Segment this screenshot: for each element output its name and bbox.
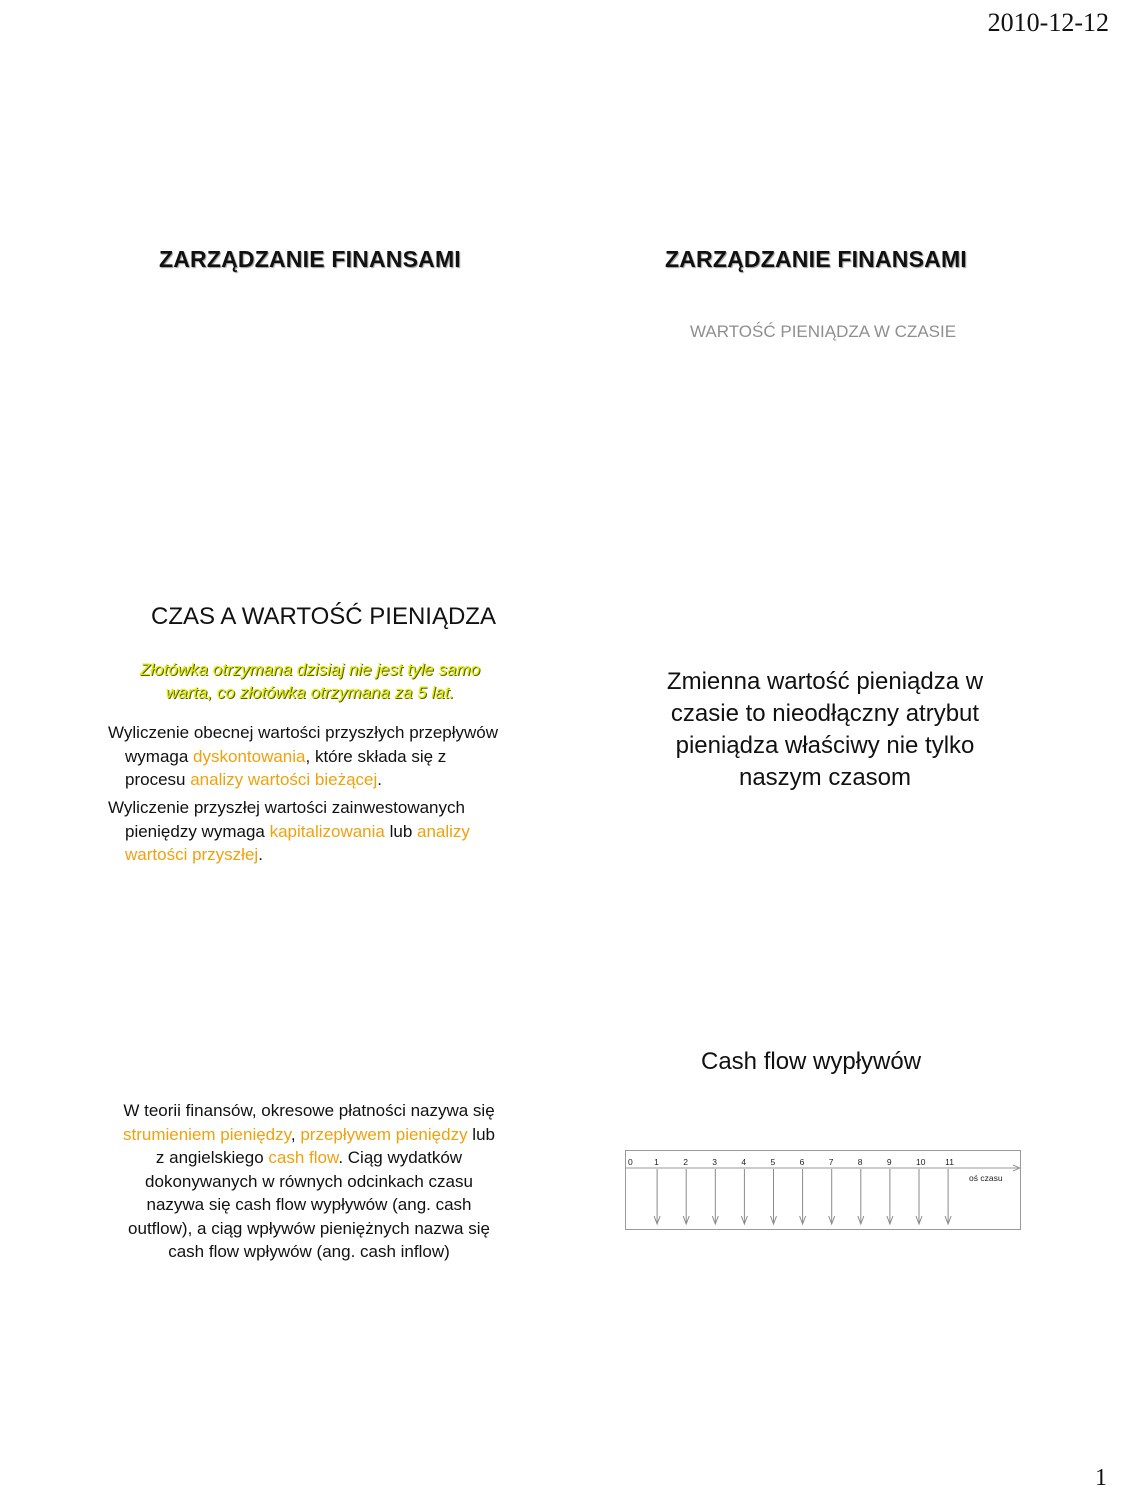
text: W teorii finansów, okresowe płatności nazywa się	[123, 1101, 495, 1120]
highlight-term: strumieniem pieniędzy	[123, 1124, 291, 1144]
tick-label: 0	[628, 1157, 633, 1167]
highlight-term: kapitalizowania	[269, 821, 385, 841]
statement-line-2: czasie to nieodłączny atrybut	[670, 700, 980, 727]
tick-labels	[628, 1157, 954, 1167]
highlight-term: cash flow	[268, 1148, 339, 1167]
highlight-term: dyskontowania	[193, 746, 306, 766]
slide6-heading: Cash flow wypływów	[701, 1048, 922, 1075]
text: . Ciąg wydatków dokonywanych w równych odcinkach czasu nazywa się cash flow wypływów (ang. cash outflow), a ciąg wpływów pieniężnych nazwa się cash flow wpływów (ang. cash inflow)	[128, 1148, 490, 1261]
statement-line-4: naszym czasom	[738, 764, 912, 791]
text: Wyliczenie obecnej wartości przyszłych przepływów wymaga	[108, 723, 499, 766]
page-number: 1	[1095, 1465, 1107, 1491]
quote-line-2: warta, co złotówka otrzymana za 5 lat.	[165, 683, 455, 702]
tick-label: 3	[712, 1157, 718, 1167]
cash-flow-timeline	[625, 1150, 1021, 1230]
slide2-title: ZARZĄDZANIE FINANSAMI	[665, 246, 967, 272]
tick-label: 5	[770, 1157, 776, 1167]
slide4-statement	[630, 666, 1020, 794]
slide5-paragraph	[120, 1099, 498, 1264]
tick-label: 2	[683, 1157, 688, 1167]
quote-line-1: Złotówka otrzymana dzisiaj nie jest tyle samo	[139, 660, 481, 679]
slide3-quote	[110, 658, 510, 704]
tick-label: 9	[886, 1157, 892, 1167]
axis-label: oś czasu	[969, 1173, 1003, 1183]
tick-label: 8	[857, 1157, 863, 1167]
statement-line-1: Zmienna wartość pieniądza w	[666, 668, 984, 695]
slide3-paragraph-2	[108, 796, 510, 867]
slide1-title: ZARZĄDZANIE FINANSAMI	[159, 246, 461, 272]
text: lub	[384, 821, 418, 841]
text: .	[258, 845, 263, 864]
tick-label: 10	[916, 1157, 926, 1167]
slide2-subtitle: WARTOŚĆ PIENIĄDZA W CZASIE	[690, 322, 957, 341]
tick-label: 4	[741, 1157, 747, 1167]
header-date: 2010-12-12	[987, 8, 1109, 37]
slide3-heading: CZAS A WARTOŚĆ PIENIĄDZA	[151, 603, 496, 630]
text: .	[377, 770, 383, 789]
text: , które składa się z procesu	[125, 746, 447, 789]
slide3-paragraph-1	[108, 721, 510, 792]
outflow-arrows	[654, 1169, 951, 1224]
highlight-term: przepływem pieniędzy	[300, 1124, 468, 1144]
statement-line-3: pieniądza właściwy nie tylko	[675, 732, 975, 759]
text: ,	[290, 1124, 301, 1144]
text: lub z angielskiego	[155, 1124, 495, 1167]
tick-label: 11	[945, 1157, 954, 1167]
tick-label: 6	[799, 1157, 805, 1167]
highlight-term: analizy wartości bieżącej	[190, 770, 378, 789]
highlight-term: analizy wartości przyszłej	[125, 821, 470, 864]
tick-label: 1	[654, 1157, 659, 1167]
tick-label: 7	[828, 1157, 834, 1167]
text: Wyliczenie przyszłej wartości zainwestowanych pieniędzy wymaga	[108, 798, 465, 841]
